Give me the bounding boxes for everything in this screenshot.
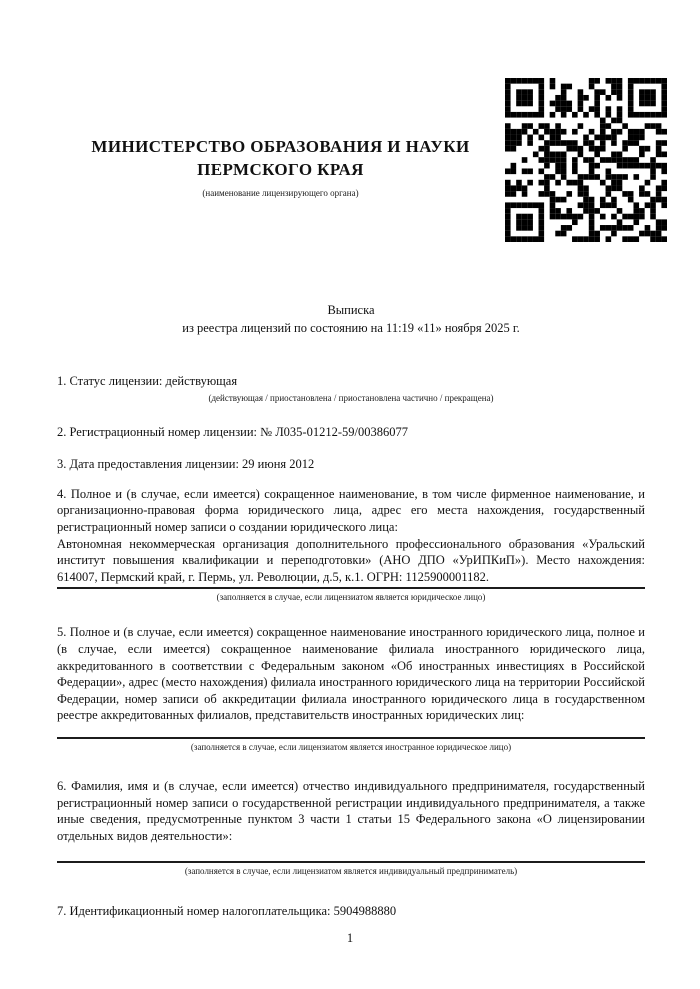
fill-line-legal-entity xyxy=(57,587,645,589)
ministry-name-line2: ПЕРМСКОГО КРАЯ xyxy=(197,160,364,179)
ministry-name-line1: МИНИСТЕРСТВО ОБРАЗОВАНИЯ И НАУКИ xyxy=(91,137,470,156)
licensing-authority-block xyxy=(57,0,504,199)
foreign-entity-caption: (заполняется в случае, если лицензиатом является иностранное юридическое лицо) xyxy=(190,741,512,752)
qr-code-icon xyxy=(505,78,667,242)
legal-entity-label: 4. Полное и (в случае, если имеется) сокращенное наименование, в том числе фирменное наименование, и организационно-правовая форма юридического лица, адрес его места нахождения, государственный регистрационный номер записи о создании юридического лица: xyxy=(57,486,645,534)
licensing-authority-caption: (наименование лицензирующего органа) xyxy=(202,188,359,198)
document-title-line2: из реестра лицензий по состоянию на 11:19 «11» ноября 2025 г. xyxy=(182,320,520,335)
ministry-name xyxy=(57,135,504,181)
license-registration-number-field: 2. Регистрационный номер лицензии: № Л035-01212-59/00386077 xyxy=(57,424,408,439)
legal-entity-value: Автономная некоммерческая организация дополнительного профессионального образования «Уральский институт повышения квалификации и переподготовки» (АНО ДПО «УрИПКиП»). Место нахождения: 614007, Пермский край, г. Пермь, ул. Революции, д.5, к.1. ОГРН: 1125900001182. xyxy=(57,536,645,584)
page-number: 1 xyxy=(346,931,354,946)
entrepreneur-label: 6. Фамилия, имя и (в случае, если имеется) отчество индивидуального предпринимателя, государственный регистрационный номер записи о государственной регистрации индивидуального предпринимателя, а также иные сведения, предусмотренные пунктом 3 части 1 статьи 15 Федерального закона «О лицензировании отдельных видов деятельности»: xyxy=(57,778,645,843)
document-header xyxy=(57,0,645,245)
foreign-entity-label: 5. Полное и (в случае, если имеется) сокращенное наименование иностранного юридического лица, полное и (в случае, если имеется) сокращенное наименование филиала иностранного юридического лица, аккредитованного в соответствии с Федеральным законом «Об иностранных инвестициях в Российской Федерации», адрес (место нахождения) филиала иностранного юридического лица на территории Российской Федерации, номер записи об аккредитации филиала иностранного юридического лица в государственном реестре аккредитованных филиалов, представительств иностранных юридических лиц: xyxy=(57,625,645,723)
taxpayer-id-field: 7. Идентификационный номер налогоплательщика: 5904988880 xyxy=(57,904,397,919)
legal-entity-caption: (заполняется в случае, если лицензиатом является юридическое лицо) xyxy=(216,592,486,603)
license-status-field: 1. Статус лицензии: действующая xyxy=(57,374,238,388)
license-status-caption: (действующая / приостановлена / приостановлена частично / прекращена) xyxy=(208,392,494,403)
legal-entity-section xyxy=(57,486,645,586)
fill-line-entrepreneur xyxy=(57,861,645,863)
document-title-line1: Выписка xyxy=(327,303,375,317)
document-title xyxy=(57,302,645,337)
license-grant-date-field: 3. Дата предоставления лицензии: 29 июня 2012 xyxy=(57,457,315,472)
fill-line-foreign-entity xyxy=(57,737,645,739)
entrepreneur-caption: (заполняется в случае, если лицензиатом является индивидуальный предприниматель) xyxy=(184,866,518,877)
